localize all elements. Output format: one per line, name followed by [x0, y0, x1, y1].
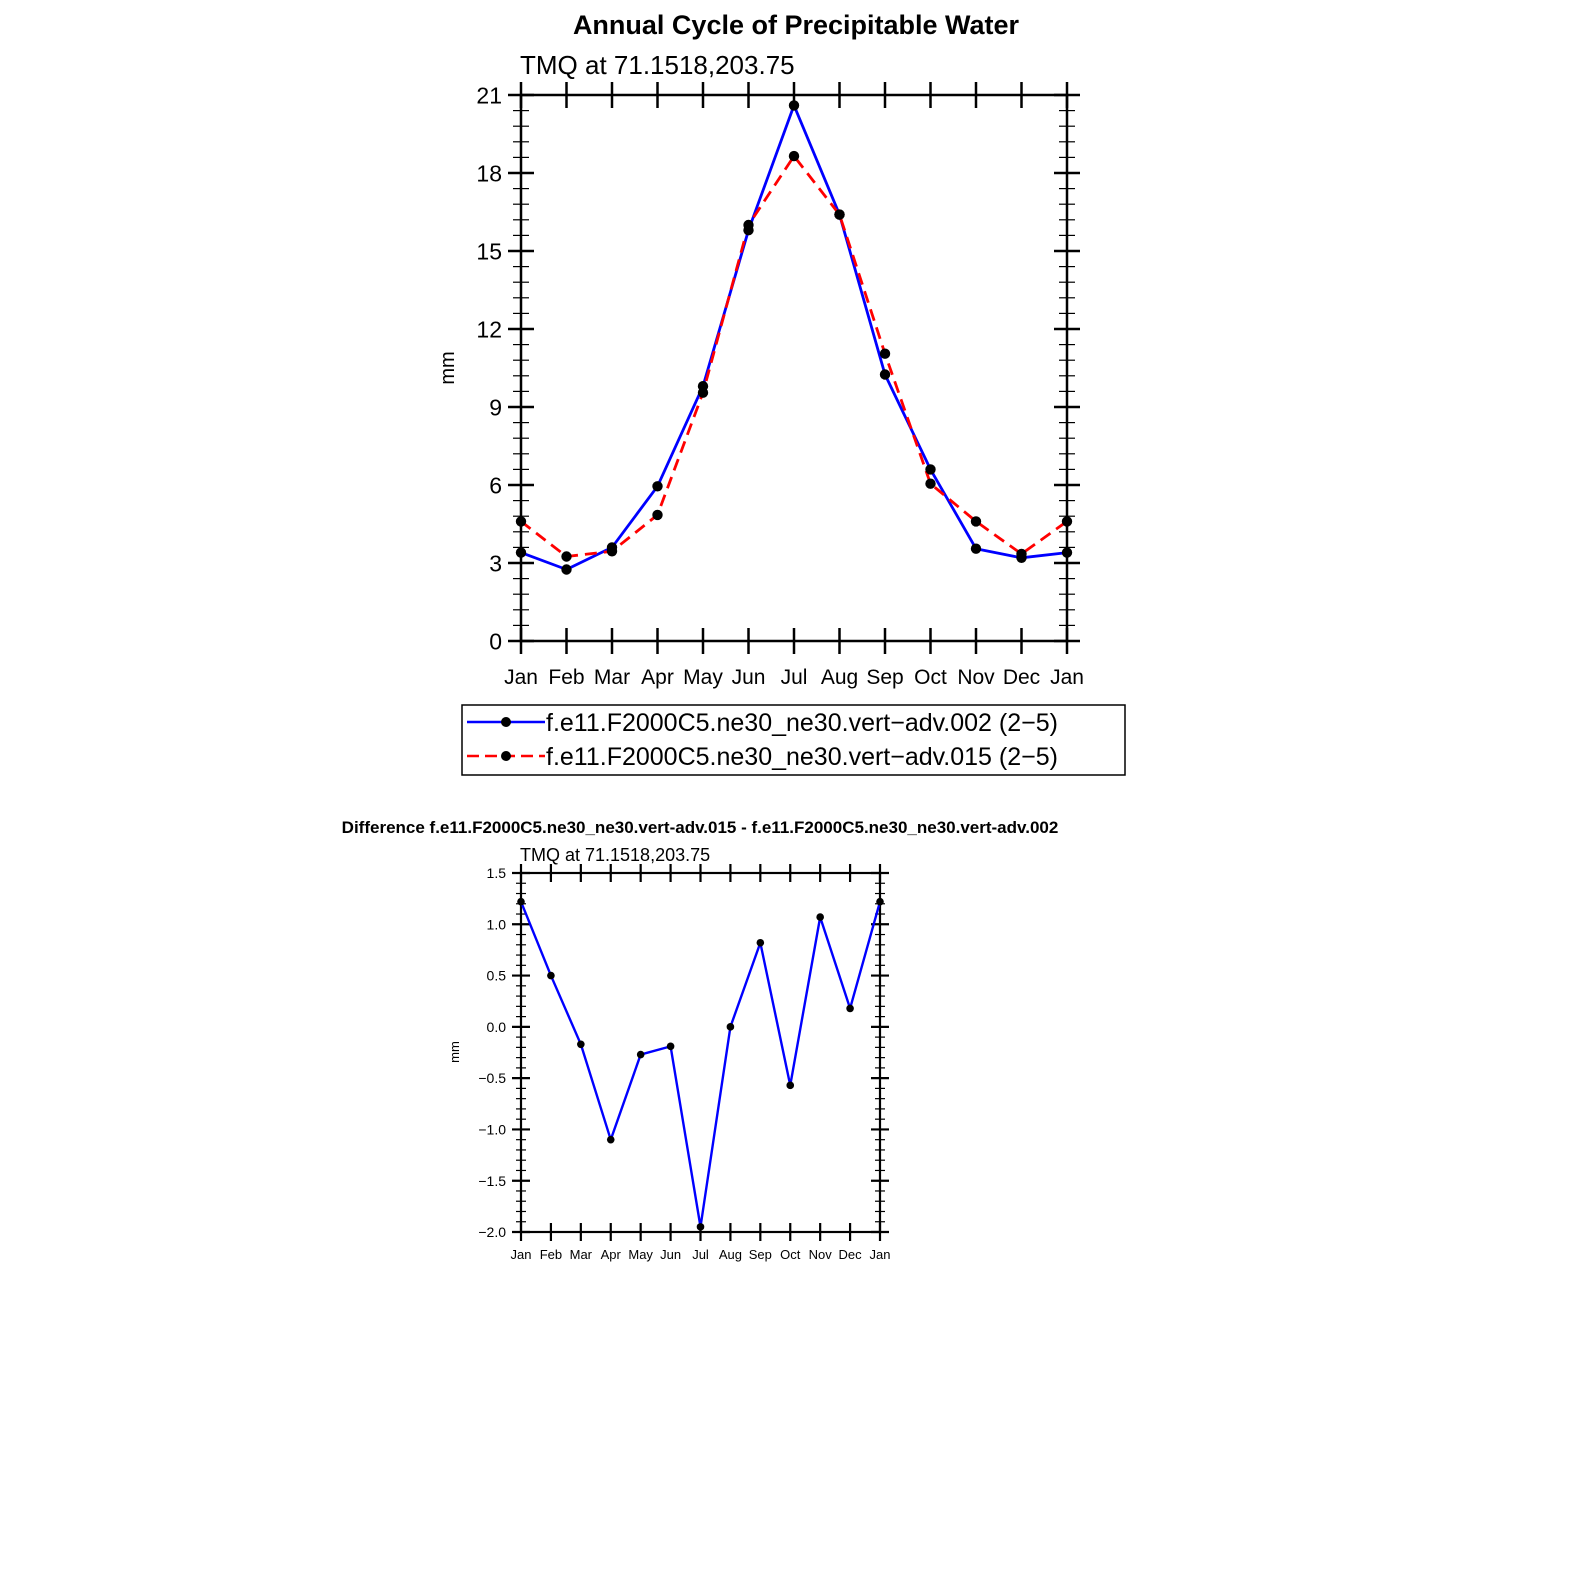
data-point-series-2	[834, 209, 844, 219]
x-tick-label: Jul	[780, 666, 808, 689]
data-point-series-1	[876, 898, 884, 906]
y-tick-label: −1.0	[478, 1121, 506, 1138]
data-point-series-2	[652, 510, 662, 520]
x-tick-label: Feb	[548, 666, 585, 689]
data-point-series-1	[561, 564, 571, 574]
x-tick-label: Aug	[718, 1247, 742, 1262]
x-tick-label: Aug	[820, 666, 859, 689]
x-tick-label: Jun	[660, 1247, 682, 1262]
y-tick-label: −2.0	[478, 1224, 506, 1241]
data-point-series-1	[652, 481, 662, 491]
data-point-series-2	[516, 516, 526, 526]
plot-frame	[521, 873, 880, 1232]
y-tick-label: 21	[476, 82, 502, 109]
x-tick-label: Mar	[569, 1247, 593, 1262]
data-point-series-1	[607, 1136, 615, 1144]
data-point-series-2	[1016, 549, 1026, 559]
data-point-series-1	[697, 1223, 705, 1231]
data-point-series-1	[971, 544, 981, 554]
data-point-series-1	[757, 939, 765, 947]
x-tick-label: May	[628, 1247, 653, 1262]
y-tick-label: 9	[489, 394, 502, 421]
data-point-series-1	[880, 369, 890, 379]
series-line-1	[521, 105, 1067, 569]
data-point-series-2	[607, 546, 617, 556]
x-tick-label: Apr	[600, 1247, 621, 1262]
data-point-series-2	[743, 220, 753, 230]
x-tick-label: Feb	[539, 1247, 563, 1262]
data-point-series-1	[667, 1043, 675, 1051]
data-point-series-1	[727, 1023, 735, 1031]
data-point-series-1	[786, 1082, 794, 1090]
data-point-series-1	[925, 464, 935, 474]
x-tick-label: Jan	[1050, 666, 1084, 689]
series-line-2	[521, 156, 1067, 556]
x-tick-label: Oct	[914, 666, 947, 689]
x-tick-label: Nov	[808, 1247, 832, 1262]
data-point-series-1	[577, 1040, 585, 1048]
main-chart	[476, 82, 1084, 689]
data-point-series-1	[516, 547, 526, 557]
legend	[462, 705, 1125, 775]
y-tick-label: 18	[476, 160, 502, 187]
legend-marker-series-2	[501, 751, 511, 761]
data-point-series-2	[561, 551, 571, 561]
x-tick-label: Sep	[866, 666, 904, 689]
main-chart-title: Annual Cycle of Precipitable Water	[572, 10, 1020, 40]
x-tick-label: Jan	[510, 1247, 532, 1262]
y-tick-label: 0.0	[486, 1018, 506, 1035]
data-point-series-1	[789, 100, 799, 110]
data-point-series-2	[1062, 516, 1072, 526]
main-chart-subtitle: TMQ at 71.1518,203.75	[520, 50, 795, 80]
x-tick-label: Sep	[748, 1247, 772, 1262]
y-tick-label: 15	[476, 238, 502, 265]
diff-chart-ylabel: mm	[447, 1041, 462, 1063]
data-point-series-1	[547, 972, 555, 980]
x-tick-label: Jul	[692, 1247, 709, 1262]
data-point-series-2	[880, 349, 890, 359]
data-point-series-1	[816, 913, 824, 921]
data-point-series-2	[698, 388, 708, 398]
x-tick-label: Dec	[838, 1247, 862, 1262]
y-tick-label: 0	[489, 628, 502, 655]
plot-frame	[521, 95, 1067, 641]
x-tick-label: Mar	[593, 666, 631, 689]
main-chart-ylabel: mm	[437, 351, 459, 385]
x-tick-label: Jun	[731, 666, 766, 689]
data-point-series-1	[1062, 547, 1072, 557]
y-tick-label: 1.0	[486, 916, 506, 933]
legend-label-series-2: f.e11.F2000C5.ne30_ne30.vert−adv.015 (2−5)	[546, 743, 1058, 771]
x-tick-label: Nov	[957, 666, 995, 689]
data-point-series-2	[925, 479, 935, 489]
x-tick-label: Oct	[780, 1247, 801, 1262]
x-tick-label: May	[683, 666, 723, 689]
y-tick-label: 6	[489, 472, 502, 499]
series-line-1	[521, 902, 880, 1227]
legend-label-series-1: f.e11.F2000C5.ne30_ne30.vert−adv.002 (2−5)	[546, 709, 1058, 737]
data-point-series-1	[517, 898, 525, 906]
y-tick-label: 0.5	[486, 967, 506, 984]
x-tick-label: Jan	[504, 666, 538, 689]
legend-marker-series-1	[501, 717, 511, 727]
y-tick-label: 3	[489, 550, 502, 577]
x-tick-label: Dec	[1002, 666, 1041, 689]
data-point-series-1	[846, 1005, 854, 1013]
y-tick-label: 12	[476, 316, 502, 343]
diff-chart-subtitle: TMQ at 71.1518,203.75	[520, 845, 711, 865]
diff-chart-title: Difference f.e11.F2000C5.ne30_ne30.vert-adv.015 - f.e11.F2000C5.ne30_ne30.vert-adv.002	[341, 818, 1059, 837]
diff-chart	[478, 864, 890, 1262]
data-point-series-2	[971, 516, 981, 526]
x-tick-label: Apr	[641, 666, 674, 689]
x-tick-label: Jan	[869, 1247, 891, 1262]
y-tick-label: 1.5	[486, 865, 506, 882]
data-point-series-1	[637, 1051, 645, 1059]
data-point-series-2	[789, 151, 799, 161]
y-tick-label: −0.5	[478, 1070, 506, 1087]
y-tick-label: −1.5	[478, 1172, 506, 1189]
